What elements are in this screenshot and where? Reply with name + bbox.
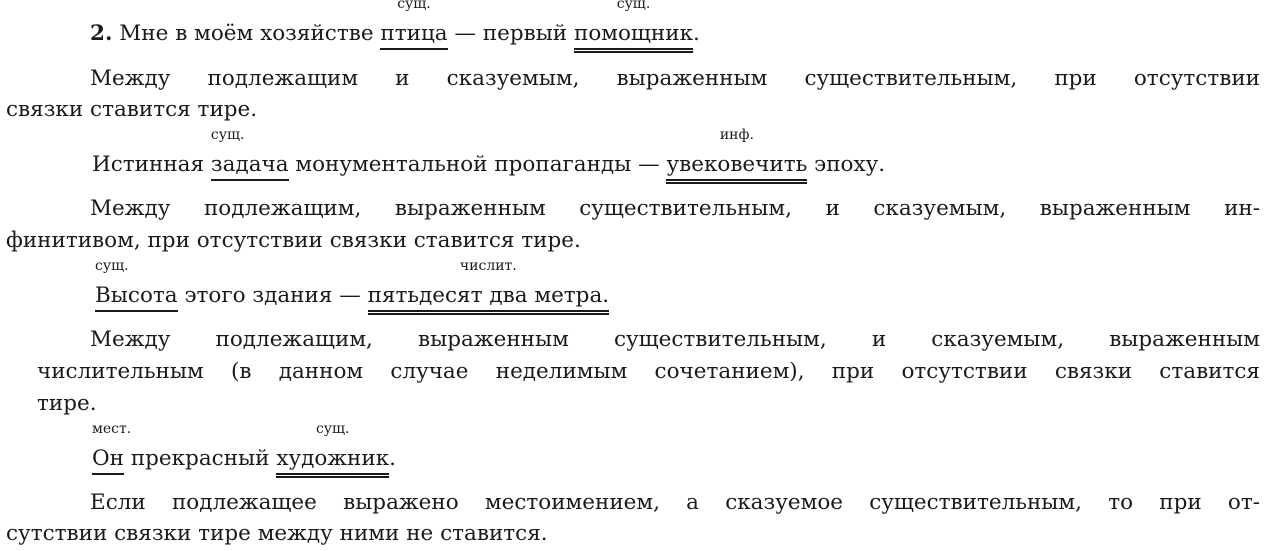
part-of-speech-label: сущ. [315,421,350,437]
rule-3-line-3: тире. [37,391,97,416]
subject-word: сущ. птица [380,21,447,50]
example-2 [92,127,886,184]
rule-2-line-1: Между подлежащим, выраженным существительным, и сказуемым, выраженным ин- [90,196,1260,221]
example-3 [95,258,610,315]
example-text: монументальной пропаганды — [295,152,660,177]
rule-3-line-1: Между подлежащим, выраженным существительным, и сказуемым, выраженным [90,327,1260,352]
part-of-speech-label: сущ. [616,0,651,12]
rule-2-line-2: финитивом, при отсутствии связки ставится тире. [6,228,581,253]
example-text: . [693,21,700,46]
example-text: этого здания — [184,283,361,308]
rule-3-line-2: числительным (в данном случае неделимым сочетанием), при отсутствии связки ставится [37,359,1260,384]
example-number: 2. [90,21,113,46]
part-of-speech-label: мест. [92,421,132,437]
part-of-speech-label: сущ. [397,0,431,12]
example-4 [92,421,396,478]
example-text: прекрасный [130,446,270,471]
subject-word: сущ. Высота [95,283,178,312]
predicate-word: числит. пятьдесят два метра. [368,283,610,315]
rule-4-line-2: сутствии связки тире между ними не ставится. [6,521,548,546]
part-of-speech-label: инф. [719,127,754,143]
predicate-word: инф. увековечить [666,152,807,184]
predicate-word: сущ. художник [276,446,389,478]
predicate-word: сущ. помощник [574,21,693,53]
rule-4-line-1: Если подлежащее выражено местоимением, а сказуемое существительным, то при от- [90,490,1260,515]
subject-word: мест. Он [92,446,124,475]
part-of-speech-label: числит. [459,258,517,274]
part-of-speech-label: сущ. [210,127,245,143]
example-text: Мне в моём хозяйстве [119,21,374,46]
example-text: — первый [454,21,568,46]
rule-1-line-2: связки ставится тире. [6,97,258,122]
part-of-speech-label: сущ. [95,258,129,274]
rule-1-line-1: Между подлежащим и сказуемым, выраженным существительным, при отсутствии [90,66,1260,91]
example-text: . [389,446,396,471]
example-text: эпоху. [814,152,886,177]
example-1 [90,0,700,53]
example-text: Истинная [92,152,205,177]
subject-word: сущ. задача [211,152,289,181]
